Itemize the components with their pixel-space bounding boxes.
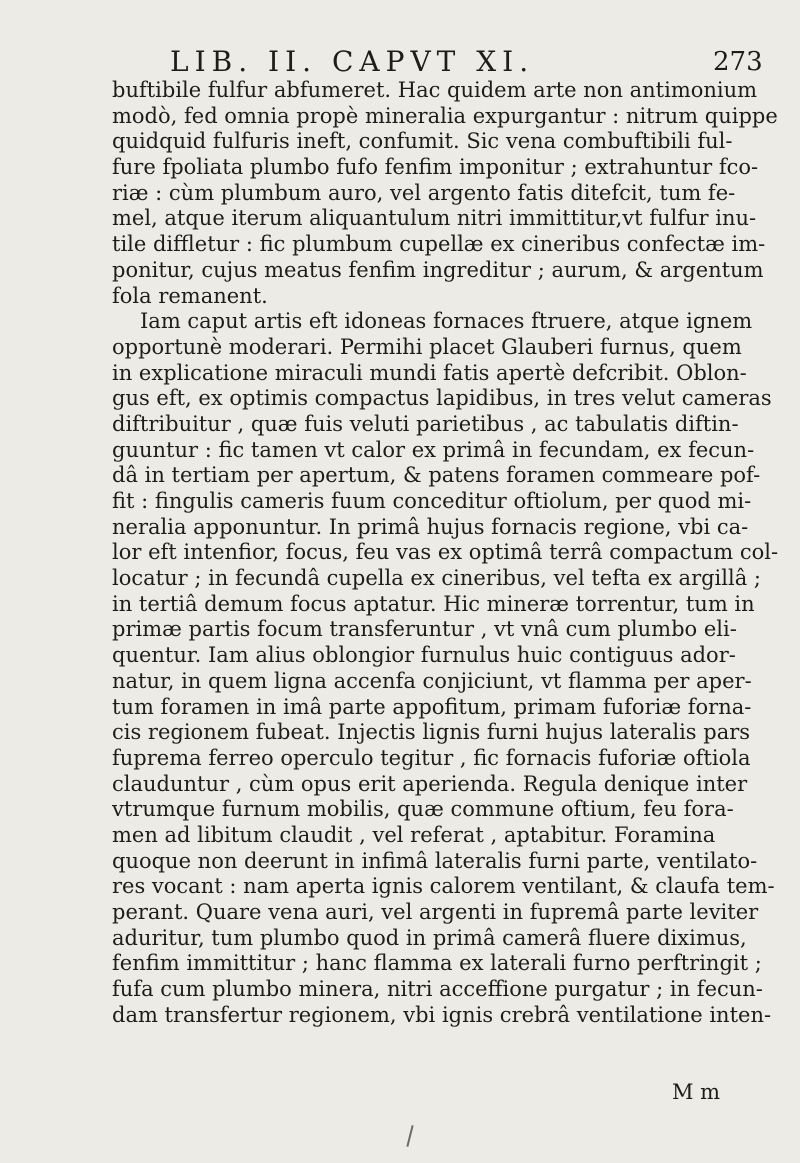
text-line: perant. Quare vena auri, vel argenti in fupremâ parte leviter [112, 900, 759, 924]
text-line: guuntur : fic tamen vt calor ex primâ in fecundam, ex fecun- [112, 437, 755, 462]
text-line: riæ : cùm plumbum auro, vel argento fatis ditefcit, tum fe- [112, 180, 736, 205]
text-line: quidquid fulfuris ineft, confumit. Sic vena combuftibili ful- [112, 129, 733, 154]
text-line: fuprema ferreo operculo tegitur , fic fornacis fuforiæ oftiola [112, 745, 751, 770]
text-line: buftibile fulfur abfumeret. Hac quidem arte non antimonium [112, 78, 758, 102]
text-line: primæ partis focum transferuntur , vt vnâ cum plumbo eli- [112, 617, 737, 642]
signature-mark: M m [672, 1080, 721, 1104]
text-line: vtrumque furnum mobilis, quæ commune oftium, feu fora- [112, 797, 734, 822]
text-line: diftribuitur , quæ fuis veluti parietibus , ac tabulatis diftin- [112, 411, 739, 436]
text-line: ponitur, cujus meatus fenfim ingreditur ; aurum, & argentum [112, 257, 764, 282]
text-line: men ad libitum claudit , vel referat , aptabitur. Foramina [112, 822, 716, 847]
page-number: 273 [713, 47, 763, 77]
text-line: tum foramen in imâ parte appofitum, primam fuforiæ forna- [112, 694, 752, 719]
text-line: fit : fingulis cameris fuum conceditur oftiolum, per quod mi- [112, 489, 752, 513]
running-head: LIB. II. CAPVT XI. [170, 45, 535, 78]
text-line: dam transfertur regionem, vbi ignis crebrâ ventilatione inten- [112, 1002, 772, 1027]
text-line: Iam caput artis eft idoneas fornaces ftruere, atque ignem [140, 309, 753, 334]
text-line: mel, atque iterum aliquantulum nitri immittitur,vt fulfur inu- [112, 206, 757, 231]
text-line: in explicatione miraculi mundi fatis apertè defcribit. Oblon- [112, 360, 747, 385]
text-line: natur, in quem ligna accenfa conjiciunt, vt flamma per aper- [112, 668, 752, 693]
text-line: res vocant : nam aperta ignis calorem ventilant, & claufa tem- [112, 874, 775, 899]
text-line: aduritur, tum plumbo quod in primâ camerâ fluere diximus, [112, 925, 747, 950]
text-line: tile diffletur : fic plumbum cupellæ ex cineribus confectæ im- [112, 232, 766, 257]
text-line: modò, fed omnia propè mineralia expurgantur : nitrum quippe [112, 103, 778, 128]
text-line: opportunè moderari. Permihi placet Glauberi furnus, quem [112, 334, 742, 359]
text-line: in tertiâ demum focus aptatur. Hic mineræ torrentur, tum in [112, 591, 755, 616]
text-line: fure fpoliata plumbo fufo fenfim imponitur ; extrahuntur fco- [112, 155, 759, 180]
text-line: neralia apponuntur. In primâ hujus fornacis regione, vbi ca- [112, 514, 749, 539]
body-text [112, 78, 792, 1028]
text-line: fufa cum plumbo minera, nitri acceffione purgatur ; in fecun- [112, 977, 763, 1002]
text-line: quoque non deerunt in infimâ lateralis furni parte, ventilato- [112, 848, 758, 873]
text-line: fenfim immittitur ; hanc flamma ex laterali furno perftringit ; [112, 951, 762, 976]
text-line: fola remanent. [112, 283, 268, 308]
text-line: quentur. Iam alius oblongior furnulus huic contiguus ador- [112, 643, 736, 668]
stray-mark [406, 1125, 413, 1147]
text-line: lor eft intenfior, focus, feu vas ex optimâ terrâ compactum col- [112, 540, 779, 565]
text-line: locatur ; in fecundâ cupella ex cineribus, vel tefta ex argillâ ; [112, 566, 761, 591]
text-line: clauduntur , cùm opus erit aperienda. Regula denique inter [112, 771, 748, 796]
text-line: dâ in tertiam per apertum, & patens foramen commeare pof- [112, 463, 761, 488]
text-line: gus eft, ex optimis compactus lapidibus, in tres velut cameras [112, 386, 772, 411]
text-line: cis regionem fubeat. Injectis lignis furni hujus lateralis pars [112, 720, 751, 745]
